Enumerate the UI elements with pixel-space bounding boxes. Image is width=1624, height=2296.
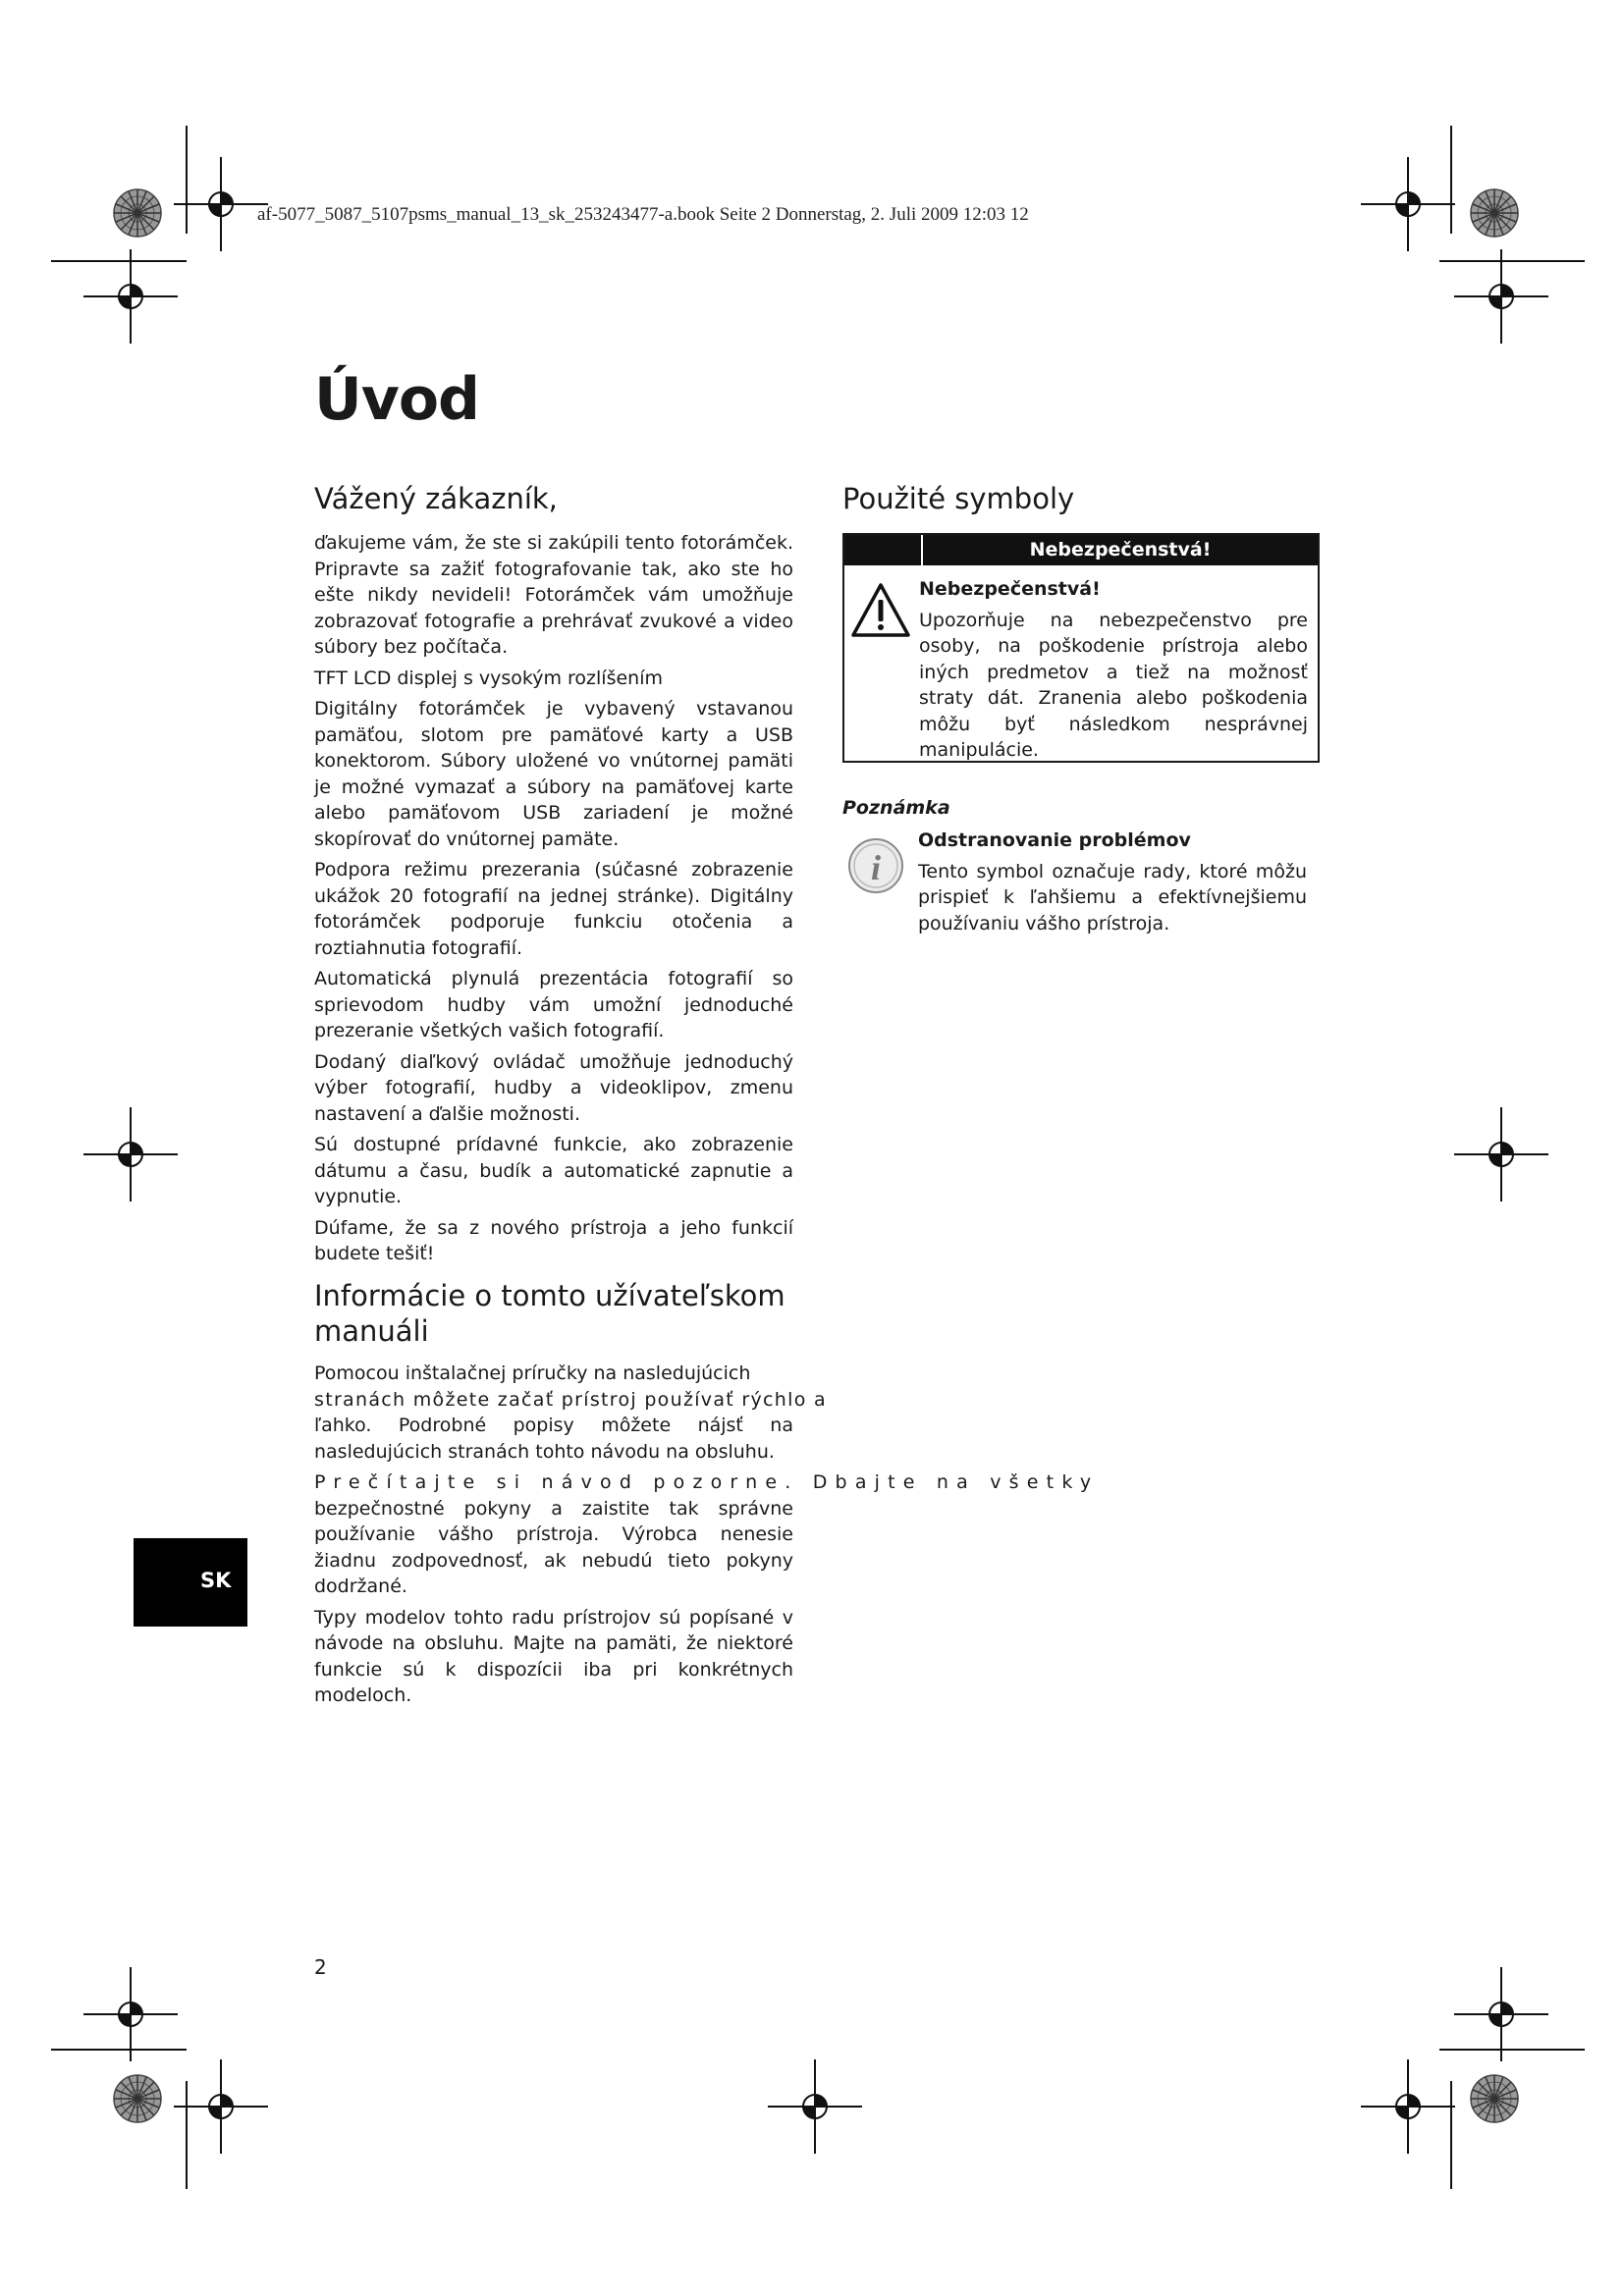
manual-info-section — [314, 1278, 1100, 1714]
intro-paragraph: TFT LCD displej s vysokým rozlíšením — [314, 667, 663, 689]
language-tab-label: SK — [200, 1569, 232, 1592]
manual-info-line: Prečítajte si návod pozorne. Dbajte na všetky — [314, 1471, 1100, 1493]
danger-box — [842, 533, 1320, 763]
intro-paragraph: Automatická plynulá prezentácia fotografií so sprievodom hudby vám umožní jednoduché prezeranie všetkých vašich fotografií. — [314, 968, 793, 1041]
manual-info-paragraph: bezpečnostné pokyny a zaistite tak správne používanie vášho prístroja. Výrobca nenesie žiadnu zodpovednosť, ak nebudú tieto pokyny dodržané. — [314, 1497, 793, 1597]
registration-mark-icon — [1361, 2059, 1455, 2154]
note-title: Odstranovanie problémov — [918, 829, 1191, 851]
registration-mark-icon — [83, 1967, 178, 2061]
registration-mark-icon — [83, 249, 178, 344]
manual-info-paragraph: ľahko. Podrobné popisy môžete nájsť na nasledujúcich stranách tohto návodu na obsluhu. — [314, 1415, 793, 1463]
note-content — [918, 828, 1307, 941]
registration-mark-icon — [768, 2059, 862, 2154]
danger-bar-label: Nebezpečenstvá! — [1029, 539, 1212, 561]
manual-info-line: Pomocou inštalačnej príručky na nasledujúcich — [314, 1362, 751, 1384]
registration-mark-icon — [1361, 157, 1455, 251]
intro-paragraph: Sú dostupné prídavné funkcie, ako zobrazenie dátumu a času, budík a automatické zapnutie a vypnutie. — [314, 1134, 793, 1207]
intro-paragraph: Dodaný diaľkový ovládač umožňuje jednoduchý výber fotografií, hudby a videoklipov, zmenu nastavení a ďalšie možnosti. — [314, 1050, 793, 1125]
color-wheel-icon — [1471, 189, 1518, 237]
file-header: af-5077_5087_5107psms_manual_13_sk_253243477-a.book Seite 2 Donnerstag, 2. Juli 2009 12:03 12 — [257, 204, 1029, 225]
color-wheel-icon — [1471, 2075, 1518, 2122]
manual-info-line: stranách môžete začať prístroj používať rýchlo a — [314, 1388, 827, 1411]
symbols-heading: Použité symboly — [842, 482, 1075, 515]
note-text: Tento symbol označuje rady, ktoré môžu prispieť k ľahšiemu a efektívnejšiemu používaniu vášho prístroja. — [918, 860, 1307, 934]
note-label: Poznámka — [842, 797, 950, 819]
registration-mark-icon — [1454, 1107, 1548, 1201]
intro-heading: Vážený zákazník, — [314, 482, 558, 515]
registration-mark-icon — [174, 2059, 268, 2154]
registration-mark-icon — [1454, 249, 1548, 344]
danger-content — [919, 576, 1308, 769]
symbols-section — [842, 481, 1322, 516]
registration-mark-icon — [174, 157, 268, 251]
intro-paragraph: Dúfame, že sa z nového prístroja a jeho funkcií budete tešiť! — [314, 1216, 793, 1264]
danger-bar — [844, 535, 1318, 565]
registration-mark-icon — [83, 1107, 178, 1201]
info-icon — [846, 836, 905, 895]
color-wheel-icon — [114, 2075, 161, 2122]
intro-paragraph: Digitálny fotorámček je vybavený vstavanou pamäťou, slotom pre pamäťové karty a USB konektorom. Súbory uložené vo vnútornej pamäti je možné vymazať a súbory na pamäťovej karte alebo pamäťovom USB zariadení je možné skopírovať do vnútornej pamäte. — [314, 698, 793, 850]
svg-text:i: i — [870, 848, 882, 887]
color-wheel-icon — [114, 189, 161, 237]
page-number: 2 — [314, 1955, 327, 1979]
language-tab — [134, 1538, 247, 1627]
page-title: Úvod — [314, 365, 480, 434]
intro-section — [314, 481, 793, 1272]
manual-info-paragraph: Typy modelov tohto radu prístrojov sú popísané v návode na obsluhu. Majte na pamäti, že niektoré funkcie sú k dispozícii iba pri konkrétnych modeloch. — [314, 1606, 793, 1706]
intro-paragraph: Podpora režimu prezerania (súčasné zobrazenie ukážok 20 fotografií na jednej stránke). Digitálny fotorámček podporuje funkciu otočenia a roztiahnutia fotografií. — [314, 859, 793, 959]
manual-info-heading: Informácie o tomto užívateľskom manuáli — [314, 1279, 785, 1348]
danger-text: Upozorňuje na nebezpečenstvo pre osoby, na poškodenie prístroja alebo iných predmetov a tiež na možnosť straty dát. Zranenia alebo poškodenia môžu byť následkom nesprávnej manipulácie. — [919, 609, 1308, 761]
warning-triangle-icon — [850, 582, 911, 639]
registration-mark-icon — [1454, 1967, 1548, 2061]
danger-title: Nebezpečenstvá! — [919, 578, 1101, 600]
intro-paragraph: ďakujeme vám, že ste si zakúpili tento fotorámček. Pripravte sa zažiť fotografovanie tak, ako ste ho ešte nikdy nevideli! Fotorámček vám umožňuje zobrazovať fotografie a prehrávať zvukové a video súbory bez počítača. — [314, 532, 793, 658]
